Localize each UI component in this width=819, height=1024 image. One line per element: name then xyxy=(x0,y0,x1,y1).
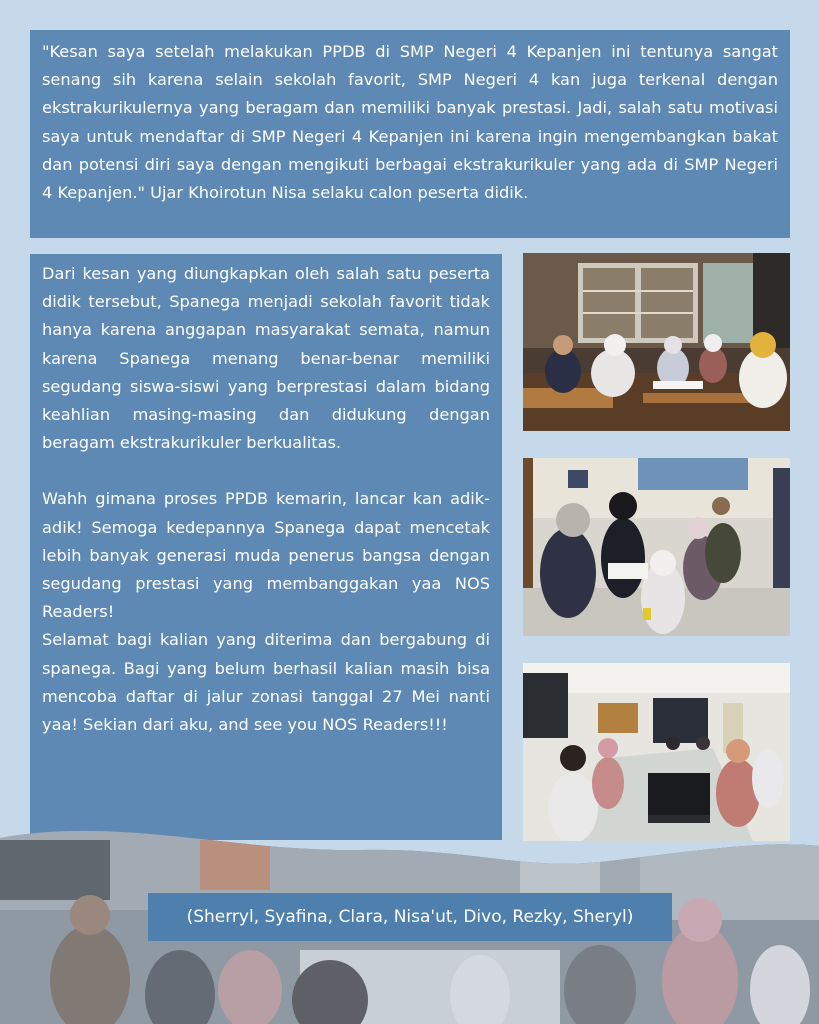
article-body-panel xyxy=(30,254,502,840)
photo-students-classroom-floor xyxy=(523,458,790,636)
credits-bar: (Sherryl, Syafina, Clara, Nisa'ut, Divo, Rezky, Sheryl) xyxy=(148,893,672,941)
photo-students-trophy-room xyxy=(523,253,790,431)
quote-panel xyxy=(30,30,790,238)
quote-text: "Kesan saya setelah melakukan PPDB di SMP Negeri 4 Kepanjen ini tentunya sangat senang sih karena selain sekolah favorit, SMP Negeri 4 kan juga terkenal dengan ekstrakurikulernya yang beragam dan memiliki banyak prestasi. Jadi, salah satu motivasi saya untuk mendaftar di SMP Negeri 4 Kepanjen ini karena ingin mengembangkan bakat dan potensi diri saya dengan mengikuti berbagai ekstrakurikuler yang ada di SMP Negeri 4 Kepanjen." Ujar Khoirotun Nisa selaku calon peserta didik. xyxy=(42,42,778,203)
body-paragraph-1: Dari kesan yang diungkapkan oleh salah satu peserta didik tersebut, Spanega menjadi sekolah favorit tidak hanya karena anggapan masyarakat semata, namun karena Spanega menang benar-benar memiliki segudang siswa-siswi yang berprestasi dalam bidang keahlian masing-masing dan didukung dengan beragam ekstrakurikuler berkualitas. xyxy=(42,264,490,453)
body-paragraph-3: Selamat bagi kalian yang diterima dan bergabung di spanega. Bagi yang belum berhasil kalian masih bisa mencoba daftar di jalur zonasi tanggal 27 Mei nanti yaa! Sekian dari aku, and see you NOS Readers!!! xyxy=(42,630,490,735)
body-paragraph-2: Wahh gimana proses PPDB kemarin, lancar kan adik-adik! Semoga kedepannya Spanega dapat mencetak lebih banyak generasi muda penerus bangsa dengan segudang prestasi yang membanggakan yaa NOS Readers! xyxy=(42,489,490,622)
photo-students-laptops xyxy=(523,663,790,841)
